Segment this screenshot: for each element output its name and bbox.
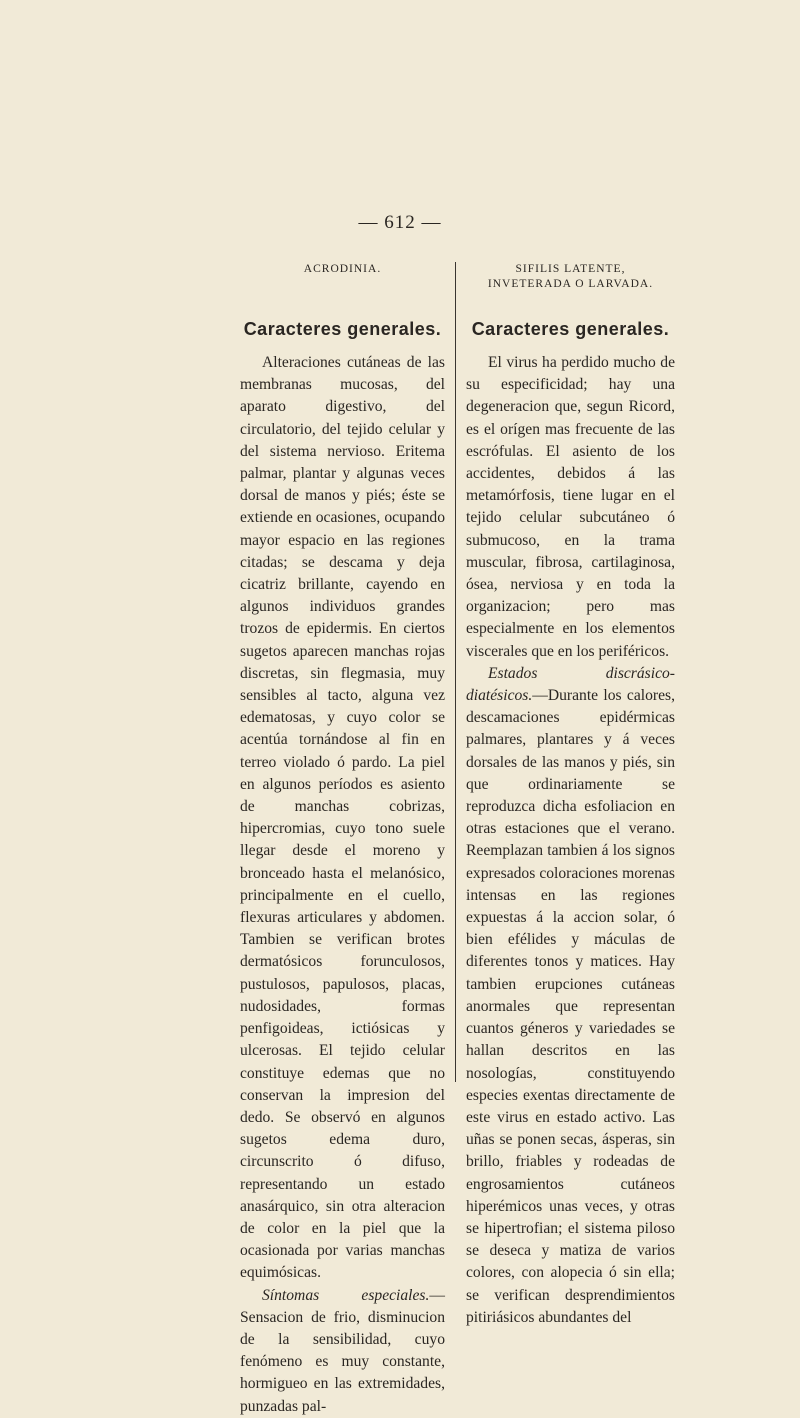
- column-divider: [455, 262, 456, 1082]
- left-subheading: Síntomas especiales.: [262, 1286, 430, 1304]
- right-column-heading-line1: SIFILIS LATENTE,: [515, 263, 626, 275]
- right-section-title: Caracteres generales.: [471, 319, 670, 339]
- right-paragraph-2-text: —Durante los calores, descamaciones epidérmicas palmares, plantares y á veces dorsales de las manos y piés, sin que ordinariamente se reproduzca dicha esfoliacion en otras estaciones que el verano. Reemplazan tambien á los signos expresados coloraciones morenas intensas en las regiones expuestas á la accion solar, ó bien efélides y máculas de diferentes tonos y matices. Hay tambien erupciones cutáneas anormales que representan cuantos géneros y variedades se hallan descritos en las nosologías, constituyendo especies exentas directamente de este virus en estado activo. Las uñas se ponen secas, ásperas, sin brillo, friables y rodeadas de engrosamientos cutáneos hiperémicos unas veces, y otras se hipertrofian; el sistema piloso se deseca y matiza de varios colores, con alopecia ó sin ella; se verifican desprendimientos pitiriásicos abundantes del: [466, 687, 675, 1326]
- left-section-title: Caracteres generales.: [243, 319, 442, 339]
- page-number: — 612 —: [358, 212, 442, 233]
- right-subheading: Estados discrásico-diatésicos.: [466, 664, 675, 705]
- left-column-heading: ACRODINIA.: [303, 263, 382, 275]
- left-paragraph-2: [240, 1285, 445, 1418]
- left-paragraph-1: Alteraciones cutáneas de las membranas mucosas, del aparato digestivo, del circulatorio, del tejido celular y del sistema nervioso. Eritema palmar, plantar y algunas veces dorsal de manos y piés; éste se extiende en ocasiones, ocupando mayor espacio en las regiones citadas; se descama y deja cicatriz brillante, cayendo en algunos individuos grandes trozos de epidermis. En ciertos sugetos aparecen manchas rojas discretas, sin flegmasia, muy sensibles al tacto, alguna vez edematosas, y cuyo color se acentúa tornándose al fin en terreo violado ó pardo. La piel en algunos períodos es asiento de manchas cobrizas, hipercromias, cuyo tono suele llegar desde el moreno y bronceado hasta el melanósico, principalmente en el cuello, flexuras articulares y abdomen. Tambien se verifican brotes dermatósicos forunculosos, pustulosos, papulosos, placas, nudosidades, formas penfigoideas, ictiósicas y ulcerosas. El tejido celular constituye edemas que no conservan la impresion del dedo. Se observó en algunos sugetos edema duro, circunscrito ó difuso, representando un estado anasárquico, sin otra alteracion de color en la piel que la ocasionada por varias manchas equimósicas.: [240, 354, 445, 1282]
- right-column-heading-line2: INVETERADA O LARVADA.: [487, 278, 654, 290]
- left-paragraph-2-text: —Sensacion de frio, disminucion de la sensibilidad, cuyo fenómeno es muy constante, hormigueo en las extremidades, punzadas pal-: [240, 1286, 445, 1415]
- right-paragraph-2: [466, 663, 675, 1329]
- left-column: [240, 262, 445, 1418]
- right-paragraph-1: El virus ha perdido mucho de su especificidad; hay una degeneracion que, segun Ricord, es el orígen mas frecuente de las escrófulas. El asiento de los accidentes, debidos á las metamórfosis, tiene lugar en el tejido celular subcutáneo ó submucoso, en la trama muscular, fibrosa, cartilaginosa, ósea, nerviosa y en toda la organizacion; pero mas especialmente en los elementos viscerales que en los periféricos.: [466, 354, 675, 660]
- right-column: [466, 262, 675, 1329]
